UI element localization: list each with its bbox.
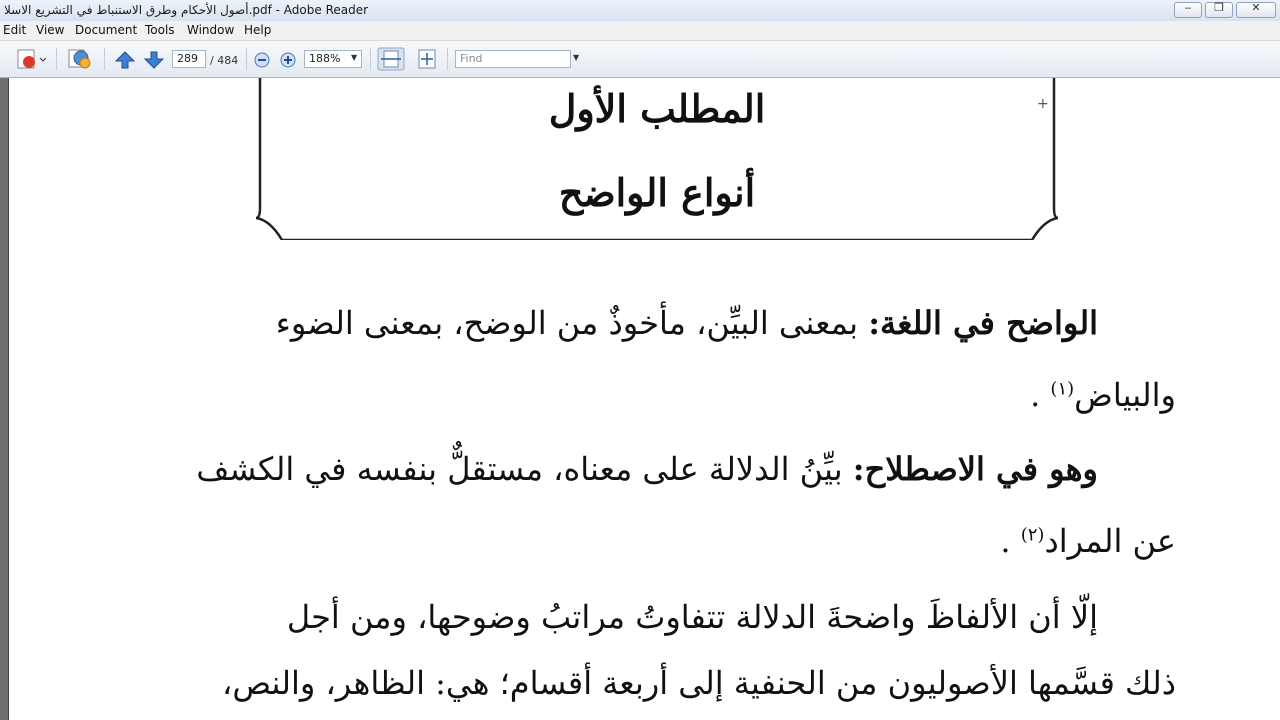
crosshair-cursor-icon: + — [1037, 96, 1049, 112]
toolbar-separator — [104, 48, 105, 70]
footnote-ref[interactable]: (١) — [1050, 378, 1075, 400]
collaborate-button[interactable] — [66, 47, 94, 75]
toolbar-separator — [447, 48, 448, 70]
zoom-out-icon — [254, 52, 270, 68]
arrow-up-icon — [114, 50, 136, 70]
paragraph-text: عن المراد — [1044, 522, 1176, 560]
paragraph-line — [276, 304, 1098, 342]
section-heading: المطلب الأول — [548, 86, 766, 131]
minimize-icon: ‒ — [1184, 1, 1192, 14]
restore-button[interactable] — [1205, 2, 1233, 18]
menu-help[interactable]: Help — [244, 23, 272, 37]
navigation-pane-edge[interactable] — [0, 78, 9, 720]
page-total: / 484 — [210, 54, 239, 67]
page-number-input[interactable]: 289 — [172, 50, 206, 68]
toolbar — [0, 41, 1280, 78]
paragraph-line: والبياض$^{(١)}$ . — [1030, 376, 1176, 414]
toolbar-separator — [370, 48, 371, 70]
toolbar-separator — [56, 48, 57, 70]
close-icon: ✕ — [1251, 1, 1261, 14]
paragraph-text: بيِّنُ الدلالة على معناه، مستقلٌّ بنفسه في الكشف — [196, 450, 853, 488]
menu-tools[interactable]: Tools — [145, 23, 175, 37]
fit-page-icon — [414, 47, 440, 71]
term-label: وهو في الاصطلاح: — [852, 450, 1098, 488]
menu-window[interactable]: Window — [187, 23, 235, 37]
fit-page-button[interactable] — [414, 47, 440, 75]
chevron-down-icon: ▼ — [351, 53, 358, 62]
restore-icon: ❐ — [1214, 1, 1224, 14]
term-label: الواضح في اللغة: — [868, 304, 1098, 342]
close-button[interactable] — [1236, 2, 1276, 18]
paragraph-line: ذلك قسَّمها الأصوليون من الحنفية إلى أربعة أقسام؛ هي: الظاهر، والنص، — [222, 664, 1176, 702]
menu-edit[interactable]: Edit — [3, 23, 27, 37]
zoom-in-button[interactable] — [280, 52, 296, 72]
paragraph-text: والبياض — [1074, 376, 1176, 414]
window-controls — [1174, 2, 1276, 18]
section-subheading: أنواع الواضح — [558, 170, 756, 215]
paragraph-line — [196, 450, 1098, 488]
zoom-in-icon — [280, 52, 296, 68]
footnote-ref[interactable]: (٢) — [1020, 524, 1045, 546]
find-input[interactable]: Find — [455, 50, 571, 68]
zoom-out-button[interactable] — [254, 52, 270, 72]
chevron-down-icon[interactable]: ▼ — [573, 53, 580, 62]
title-bar — [0, 0, 1280, 22]
fit-width-icon — [377, 47, 405, 71]
paragraph-line: عن المراد$^{(٢)}$ . — [1000, 522, 1176, 560]
minimize-button[interactable] — [1174, 2, 1202, 18]
previous-page-button[interactable] — [114, 50, 136, 74]
toolbar-separator — [246, 48, 247, 70]
menu-document[interactable]: Document — [75, 23, 138, 37]
fit-width-button[interactable] — [377, 47, 405, 75]
create-pdf-button[interactable] — [16, 48, 46, 74]
next-page-button[interactable] — [143, 50, 165, 74]
paragraph-text: بمعنى البيِّن، مأخوذٌ من الوضح، بمعنى الضوء — [275, 304, 869, 342]
create-pdf-icon — [16, 48, 46, 70]
menu-bar — [0, 21, 1280, 41]
zoom-value: 188% — [309, 52, 341, 65]
heading-frame — [256, 78, 1058, 240]
collaborate-icon — [66, 47, 94, 71]
window-title: أصول الأحكام وطرق الاستنباط في التشريع الاسلا.pdf - Adobe Reader — [4, 3, 369, 17]
menu-view[interactable]: View — [36, 23, 65, 37]
paragraph-line: إلّا أن الألفاظَ واضحةَ الدلالة تتفاوتُ مراتبُ وضوحها، ومن أجل — [286, 598, 1098, 636]
arrow-down-icon — [143, 50, 165, 70]
